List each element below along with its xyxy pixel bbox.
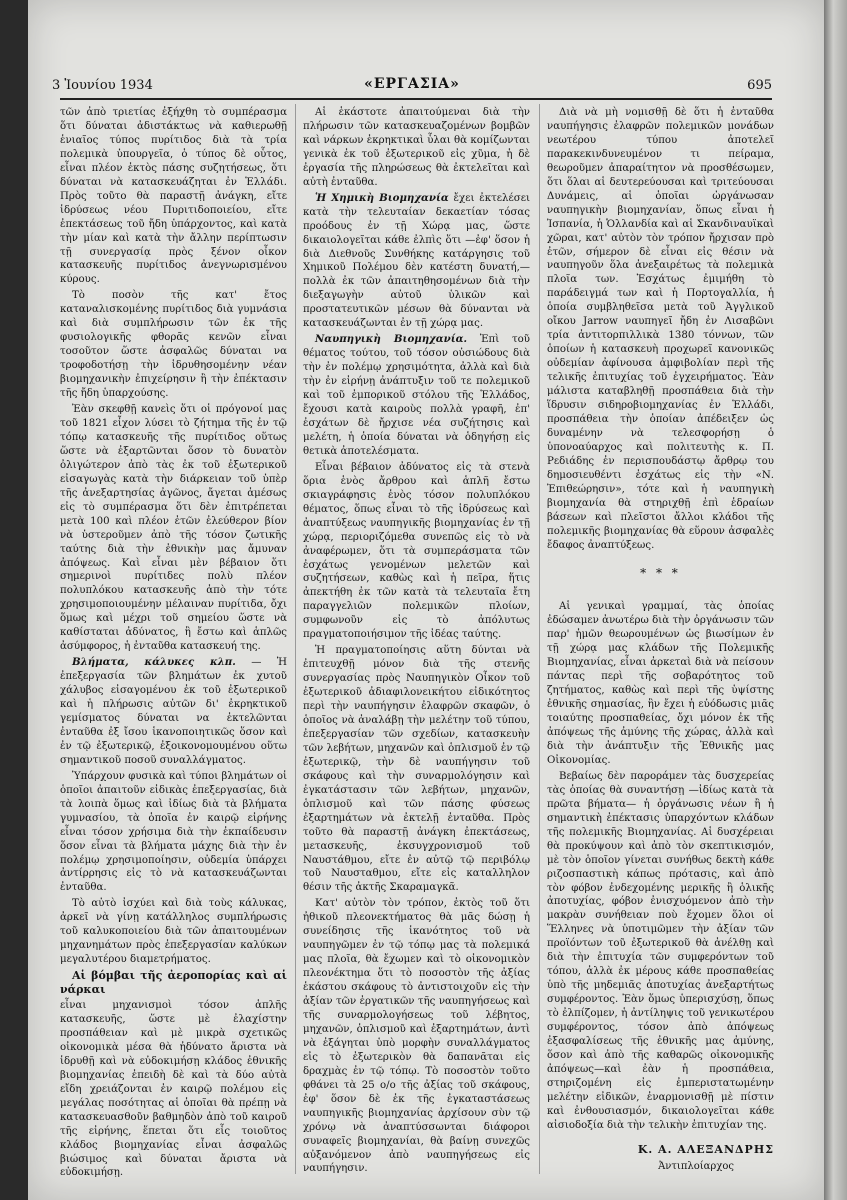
paragraph: Κατ' αὐτὸν τὸν τρόπον, ἐκτὸς τοῦ ὅτι ἠθικοῦ πλεονεκτήματος θὰ μᾶς δώσῃ ἡ συνείδησις τῆς ἱκανότητος τοῦ νὰ ναυπηγῶμεν ἐν τῷ τόπῳ μας τὰ πολεμικά μας πλοῖα, θὰ ἔχωμεν καὶ τὸ οἰκονομικὸν πλεονέκτημα ὅτι τὸ ποσοστὸν τῆς ἀξίας ἑκάστου σκάφους τὸ ἀντιστοιχοῦν εἰς τὴν ἀξίαν τῶν ἐργατικῶν τῆς ναυπηγήσεως καὶ τῆς συναρμολογήσεως τοῦ λέβητος, μηχανῶν, ὁπλισμοῦ καὶ ἐξαρτημάτων, ἀντὶ νὰ ἐξάγηται ὑπὸ μορφὴν συναλλάγματος εἰς τὸ ἐξωτερικὸν θὰ δαπανᾶται εἰς δραχμὰς ἐν τῷ τόπῳ. Τὸ ποσοστὸν τοῦτο φθάνει τὰ 25 ο/ο τῆς ἀξίας τοῦ σκάφους, ἐφ' ὅσον δὲ ἐκ τῆς ἐγκαταστάσεως ναυπηγικῆς βιομηχανίας ἀρχίσουν σὺν τῷ χρόνῳ νὰ ἀναπτύσσωνται διάφοροι συναφεῖς βιομηχανίαι, θὰ βαίνῃ συνεχῶς αὐξανόμενον ἀπὸ ναυπηγήσεως εἰς ναυπήγησιν. bbox=[303, 898, 530, 1175]
header-title: «ΕΡΓΑΣΙΑ» bbox=[364, 76, 460, 92]
paragraph-text: — Ἡ ἐπεξεργασία τῶν βλημάτων ἐκ χυτοῦ χάλυβος εἰσαγομένου ἐκ τοῦ ἐξωτερικοῦ καὶ ἡ πλήρωσις αὐτῶν δι' ἐκρηκτικοῦ γεμίσματος δύναται να ἐκτελῶνται ἐνταῦθα ἐξ ἴσου ἱκανοποιητικῶς ὅσον καὶ ἐν τῷ ἐξωτερικῷ, ἐξοικονομουμένου οὕτω σημαντικοῦ ποσοῦ συναλλάγματος. bbox=[60, 657, 287, 766]
paragraph: Βεβαίως δὲν παροράμεν τὰς δυσχερείας τὰς ὁποίας θὰ συναντήσῃ —ἰδίως κατὰ τὰ πρῶτα βήματα— ἡ ὀργάνωσις νέων ἢ ἡ σημαντικὴ ἐπέκτασις ὑπαρχόντων κλάδων τῆς πολεμικῆς Βιομηχανίας. Αἱ δυσχέρειαι θὰ προκύψουν καὶ ἀπὸ τὸν σκεπτικισμόν, μὲ τὸν ὁποῖον γίνεται συνήθως δεκτὴ κάθε ριζοσπαστικὴ κάπως πρότασις, καὶ ἀπὸ τὸν φόβον ἐνδεχομένης μερικῆς ἢ ὁλικῆς ἀποτυχίας, φόβον ἐνισχυόμενον ἀπὸ τὴν μακρὰν συνήθειαν ποὺ ἔχομεν ὅλοι οἱ Ἕλληνες νὰ ὑποτιμῶμεν τὴν ἀξίαν τῶν προϊόντων τοῦ ἐξωτερικοῦ θὰ ἀνέλθῃ καὶ διὰ τὴν ἐπιτυχία τῶν συμφερόντων τοῦ τόπου, ἀλλὰ ἐκ μέρους κάθε προσπαθείας ὑπὸ τῆς μηδεμιᾶς ἀποτυχίας ἀνεξαρτήτως συμφέροντος. Ἐὰν ὅμως ὑπερισχύσῃ, ὅπως τὸ ἐλπίζομεν, ἡ ἀντίληψις τοῦ γενικωτέρου συμφέροντος, τόσον ἀπὸ ἀπόψεως ἐξασφαλίσεως τῆς ἐθνικῆς μας ἀμύνης, ὅσον καὶ ἀπὸ τῆς καθαρῶς οἰκονομικῆς ἀπόψεως—καὶ ἐὰν ἡ προσπάθεια, στηριζομένη εἰς ἐμπεριστατωμένην μελέτην εἰδικῶν, ἐναρμονισθῇ μὲ πίστιν καὶ ἐνθουσιασμόν, δικαιολογεῖται κάθε αἰσιοδοξία διὰ τὴν τελικὴν ἐπιτυχίαν της. bbox=[547, 770, 774, 1131]
paragraph bbox=[303, 192, 530, 332]
paragraph: Τὸ ποσὸν τῆς κατ' ἔτος καταναλισκομένης πυρίτιδος διὰ γυμνάσια καὶ διὰ συμπλήρωσιν τῶν ἐκ τῆς φυσιολογικῆς φθορᾶς κενῶν εἶναι τοσοῦτον ὥστε ἀσφαλῶς δύναται να τροφοδοτήσῃ τὴν ἱδρυθησομένην νέαν βιομηχανικὴν ἐπιχείρησιν ἢ τὴν ἐπέκτασιν τῆς ἤδη ὑπαρχούσης. bbox=[60, 290, 287, 400]
section-lead: Βλήματα, κάλυκες κλπ. bbox=[72, 656, 236, 669]
section-divider-stars: * * * bbox=[640, 565, 681, 580]
header-rule bbox=[60, 98, 772, 100]
paragraph: Ἡ πραγματοποίησις αὕτη δύνται νὰ ἐπιτευχθῇ μόνον διὰ τῆς στενῆς συνεργασίας πρὸς Ναυπηγικὸν Οἶκον τοῦ ἐξωτερικοῦ ἀδιαφιλονεικήτου εἰδικότητος περὶ τὴν ναυπήγησιν ἐλαφρῶν σκαφῶν, ὁ ὁποῖος νὰ ἀναλάβῃ τὴν μελέτην τοῦ τύπου, ἐπεξεργασίαν τῶν σχεδίων, κατασκευὴν τῶν λεβήτων, μηχανῶν καὶ ὁπλισμοῦ ἐν τῷ ἐξωτερικῷ, τὴν δὲ ναυπήγησιν τοῦ σκάφους καὶ τὴν συναρμολόγησιν καὶ ἐγκατάστασιν τῶν λεβήτων, μηχανῶν, ὁπλισμοῦ καὶ τῶν πάσης φύσεως ἐξαρτημάτων νὰ ἐκτελῇ ἐνταῦθα. Πρὸς τοῦτο θὰ παραστῇ ἀνάγκη ἐπεκτάσεως, μετασκευῆς, ἐκσυγχρονισμοῦ τοῦ Ναυστάθμου, εἴτε ἐν αὐτῷ τῷ περιβόλῳ τοῦ Ναυσταθμου, εἴτε εἰς καταλληλον θέσιν τῆς ἀκτῆς Σκαραμαγκᾶ. bbox=[303, 645, 530, 894]
author-signature: Κ. Α. ΑΛΕΞΑΝΔΡΗΣ bbox=[637, 1142, 774, 1156]
paragraph bbox=[60, 656, 287, 768]
column-left bbox=[60, 106, 287, 1186]
paragraph: Εἶναι βέβαιον ἀδύνατος εἰς τὰ στενὰ ὅρια ἑνὸς ἄρθρου καὶ ἁπλῆ ἔστω σκιαγράφησις ἑνὸς τόσον πολυπλόκου θέματος, ὅπως εἶναι τὸ τῆς ἱδρύσεως καὶ ἀναπτύξεως ναυπηγικῆς βιομηχανίας ἐν τῇ χώρᾳ, περιοριζόμεθα συνεπῶς εἰς τὸ νὰ ἀναφέρωμεν, ὅτι τὰ συμπεράσματα τῶν ἐσχάτως γενομένων μελετῶν καὶ συζητήσεων, καθὼς καὶ ἡ πεῖρα, ἥτις ἀπεκτήθη ἐκ τῶν κατὰ τὰ τελευταῖα ἔτη παραγγελιῶν πολεμικῶν πλοίων, συμφωνοῦν εἰς τὸ ἀπόλυτως πραγματοποιήσιμον τῆς ἰδέας ταύτης. bbox=[303, 461, 530, 641]
paragraph: Ἐὰν σκεφθῇ κανεὶς ὅτι οἱ πρόγονοί μας τοῦ 1821 εἶχον λύσει τὸ ζήτημα τῆς ἐν τῷ τόπῳ κατασκευῆς τῆς πυρίτιδος οὕτως ὥστε νὰ ἐξαρτῶνται ὅσον τὸ δυνατὸν ὀλιγώτερον ἀπὸ τὰς ἐκ τοῦ ἐξωτερικοῦ εἰσαγωγὰς κατὰ τὴν διάρκειαν τοῦ ὑπὲρ τῆς ἀνεξαρτησίας ἀγῶνος, ἄγεται ἀμέσως εἰς τὸ συμπέρασμα ὅτι δὲν ἐπιτρέπεται μετὰ 100 καὶ πλέον ἐτῶν ἐλεύθερον βίον νὰ ὑστεροῦμεν ἀπὸ τῆς τόσον ζωτικῆς ταύτης διὰ τὴν ἐθνικὴν μας ἄμυναν ἀπόψεως. Καὶ εἶναι μὲν βέβαιον ὅτι σημερινοὶ πυρίτιδες πολὺ πλέον πολυπλόκου κατασκευῆς ἀπὸ τὴν τότε χρησιμοποιουμένην μέλαιναν πυρίτιδα, ὄχι ὅμως καὶ μέχρι τοῦ σημείου ὥστε νὰ καθίσταται ἀδύνατος, ἢ ἔστω καὶ ἁπλῶς ἀσύμφορος, ἡ ἐνταῦθα κατασκευή της. bbox=[60, 404, 287, 653]
column-separator bbox=[295, 104, 296, 1174]
column-right bbox=[547, 106, 774, 1186]
section-heading: Αἱ βόμβαι τῆς ἀεροπορίας καὶ αἱ νάρκαι bbox=[60, 969, 287, 997]
paragraph: εἶναι μηχανισμοὶ τόσον ἁπλῆς κατασκευῆς, ὥστε μὲ ἐλαχίστην προσπάθειαν καὶ μὲ μικρὰ σχετικῶς οἰκονομικὰ μέσα θὰ ἠδύνατο ἄριστα νὰ ἱδρυθῇ καὶ νὰ εὐδοκιμήσῃ κλάδος ἐθνικῆς βιομηχανίας ἐπειδὴ δὲ καὶ τὰ δύο αὐτὰ εἴδη χρειάζονται ἐν καιρῷ πολέμου εἰς μεγάλας ποσότητας αἱ ὁποῖαι θὰ πρέπῃ νὰ κατασκευασθοῦν βαθμηδὸν ἀπὸ τοῦ καιροῦ τῆς εἰρήνης, ἕπεται ὅτι εἷς τοιοῦτος κλάδος βιομηχανίας εἶναι ἀσφαλῶς βιώσιμος καὶ δύναται ἄριστα νὰ εὐδοκιμήσῃ. bbox=[60, 1000, 287, 1179]
page-header bbox=[52, 76, 772, 98]
header-page-number: 695 bbox=[747, 78, 772, 93]
paragraph: Τὸ αὐτὸ ἰσχύει καὶ διὰ τοὺς κάλυκας, ἀρκεῖ νὰ γίνῃ κατάλληλος συμπλήρωσις τοῦ καλυκοποιείου διὰ τῶν ἀπαιτουμένων μηχανημάτων πρὸς ἐπεξεργασίαν καλύκων μεγαλυτέρου διαμετρήματος. bbox=[60, 898, 287, 966]
page-edge-strip bbox=[824, 0, 847, 1200]
author-rank: Ἀντιπλοίαρχος bbox=[658, 1160, 734, 1172]
column-middle bbox=[303, 106, 530, 1186]
paragraph: Ὑπάρχουν φυσικὰ καὶ τύποι βλημάτων οἱ ὁποῖοι ἀπαιτοῦν εἰδικὰς ἐπεξεργασίας, διὰ τὰ λοιπὰ ὅμως καὶ ἰδίως διὰ τὰ βλήματα γυμνασίου, τὰ ὁποῖα ἐν καιρῷ εἰρήνης εἶναι τόσον χρήσιμα διὰ τὴν ἐκπαίδευσιν ὅσον εἶναι τὰ βλήματα μάχης διὰ τὴν ἐν πολέμῳ χρησιμοποίησιν, οὐδεμία ὑπάρχει ἀντίρρησις εἰς τὸ νὰ κατασκευάζωνται ἐνταῦθα. bbox=[60, 770, 287, 894]
column-separator bbox=[539, 104, 540, 1174]
paragraph: τῶν ἀπὸ τριετίας ἐξήχθη τὸ συμπέρασμα ὅτι δύναται ἀδιστάκτως νὰ καθιερωθῇ ἑνιαῖος τύπος πυρίτιδος διὰ τὰ τρία πολεμικὰ ὑπουργεῖα, ὁ τύπος δὲ οὗτος, εἶναι πλέον ἐκτὸς πάσης συζητήσεως, ὅτι δύναται νὰ κατασκευάζηται ἐν Ἑλλάδι. Πρὸς τοῦτο θὰ παραστῇ ἀνάγκη, εἴτε ἱδρύσεως νέου Πυριτιδοποιείου, εἴτε ἐπεκτάσεως τοῦ ἤδη ὑπάρχοντος, καὶ κατὰ τὴν μίαν καὶ κατὰ τὴν ἄλλην περίπτωσιν τῇ συνεργασίᾳ πρὸς ξένον οἶκον κατασκευῆς πυρίτιδος ἀνεγνωρισμένου κύρους. bbox=[60, 107, 287, 286]
paragraph: Αἱ γενικαὶ γραμμαί, τὰς ὁποίας ἐδώσαμεν ἀνωτέρω διὰ τὴν ὀργάνωσιν τῶν παρ' ἡμῶν θεωρουμένων ὡς βιωσίμων ἐν τῇ χώρᾳ μας κλάδων τῆς Πολεμικῆς Βιομηχανίας, εἶναι ἀρκεταὶ διὰ νὰ πείσουν πάντας περὶ τῆς σοβαρότητος τοῦ ζητήματος, καθὼς καὶ περὶ τῆς ὑψίστης ἐθνικῆς σημασίας, ἣν ἔχει ἡ εὐόδωσις μιᾶς τοιαύτης προσπαθείας, ὄχι μόνον ἐκ τῆς ἀπόψεως τῆς ἀμύνης τῆς χώρας, ἀλλὰ καὶ διὰ τὴν ἀνάπτυξιν τῆς Ἐθνικῆς μας Οἰκονομίας. bbox=[547, 601, 774, 766]
section-lead: Ἡ Χημικὴ Βιομηχανία bbox=[315, 191, 449, 204]
paragraph: Αἱ ἑκάστοτε ἀπαιτούμεναι διὰ τὴν πλήρωσιν τῶν κατασκευαζομένων βομβῶν καὶ νάρκων ἐκρηκτικαὶ ὗλαι θὰ κομίζωνται γενικὰ ἐκ τοῦ ἐξωτερικοῦ εἰς χῦμα, ἡ δὲ ἐργασία τῆς πληρώσεως θὰ ἐκτελεῖται καὶ αὐτὴ ἐνταῦθα. bbox=[303, 107, 530, 188]
section-lead: Ναυπηγικὴ Βιομηχανία. bbox=[315, 333, 468, 346]
paragraph bbox=[303, 333, 530, 459]
paragraph: Διὰ νὰ μὴ νομισθῇ δὲ ὅτι ἡ ἐνταῦθα ναυπήγησις ἐλαφρῶν πολεμικῶν μονάδων νεωτέρου τύπου ἀποτελεῖ παρακεκινδυνευμένον τι πείραμα, θεωροῦμεν ἀπαραίτητον νὰ προσθέσωμεν, ὅτι ὅλαι αἱ δευτερεύουσαι καὶ τριτεύουσαι Δυνάμεις, αἱ ὁποῖαι ὠργάνωσαν ναυπηγικὴν βιομηχανίαν, ὅπως εἶναι ἡ Ἰσπανία, ἡ Ὁλλανδία καὶ αἱ Σκανδιναυϊκαὶ χῶραι, κατ' αὐτὸν τὸν τρόπον ἤρχισαν πρὸ ἐτῶν, σήμερον δὲ εἶναι εἰς θέσιν νὰ ναυπηγοῦν ὅλα ἀνεξαιρέτως τὰ πολεμικὰ πλοῖα των. Ἐσχάτως ἐμιμήθη τὸ παράδειγμά των καὶ ἡ Πορτογαλλία, ἡ ὁποία συμβληθεῖσα μετὰ τοῦ Ἀγγλικοῦ οἴκου Jarrow ναυπηγεῖ ἤδη ἐν Λισαβῶνι τρία ἀντιτορπιλλικὰ 1380 τόννων, τῶν ὁποίων ἡ κατασκευὴ προχωρεῖ κανονικῶς οὐδεμίαν ἀφίνουσα ἀμφιβολίαν περὶ τῆς τελικῆς ἐπιτυχίας τοῦ ἐγχειρήματος. Ἐὰν μάλιστα καταβληθῇ προσπάθεια διὰ τὴν ἵδρυσιν σιδηροβιομηχανίας ἐν Ἑλλάδι, προσπάθεια τὴν ὁποίαν ἀπέδειξεν ὡς δυναμένην νὰ τελεσφορήσῃ ὁ ὑπονοαύαρχος καὶ πολιτευτὴς κ. Π. Ρεδιάδης ἐν περισπουδάστῳ ἄρθρῳ του δημοσιευθέντι ἐσχάτως εἰς τὴν «Ν. Ἐπιθεώρησιν», τότε καὶ ἡ ναυπηγικὴ βιομηχανία θὰ στηριχθῇ ἐπὶ ἑδραίων βάσεων καὶ πλεῖστοι ἄλλοι κλάδοι τῆς πολεμικῆς βιομηχανίας θὰ εὕρουν ἀσφαλὲς ἔδαφος ἀναπτύξεως. bbox=[547, 107, 774, 551]
header-date: 3 Ἰουνίου 1934 bbox=[52, 78, 153, 93]
paragraph-text: Ἐπὶ τοῦ θέματος τούτου, τοῦ τόσον οὐσιώδους διὰ τὴν ἐν πολέμῳ χρησιμότητα, ἀλλὰ καὶ διὰ τὴν ἐν εἰρήνῃ ἀνάπτυξιν τοῦ τε πολεμικοῦ καὶ τοῦ ἐμπορικοῦ στόλου τῆς Ἑλλάδος, ἔχουσι κατὰ καιροὺς πολλὰ γραφῆ, ἐπ' ἐσχάτων δὲ ἤρχισε νέα συζήτησις καὶ μελέτη, ἡ ὁποία δύναται νὰ ὁδηγήσῃ εἰς θετικὰ ἀποτελέσματα. bbox=[303, 334, 530, 457]
paragraph-text: ἔχει ἐκτελέσει κατὰ τὴν τελευταίαν δεκαετίαν τόσας προόδους ἐν τῇ Χώρᾳ μας, ὥστε δικαιολογεῖται κάθε ἐλπὶς ὅτι —ἐφ' ὅσον ἡ διὰ Διεθνοῦς Συνθήκης κατάργησις τοῦ Χημικοῦ Πολέμου δὲν κατέστη δυνατή,— πολλὰ ἐκ τῶν ἀπαιτηθησομένων διὰ τὴν διεξαγωγὴν αὐτοῦ ὑλικῶν καὶ προστατευτικῶν μέσων θὰ δύνανται νὰ κατασκευάζωνται ἐν τῇ χώρᾳ μας. bbox=[303, 192, 530, 330]
